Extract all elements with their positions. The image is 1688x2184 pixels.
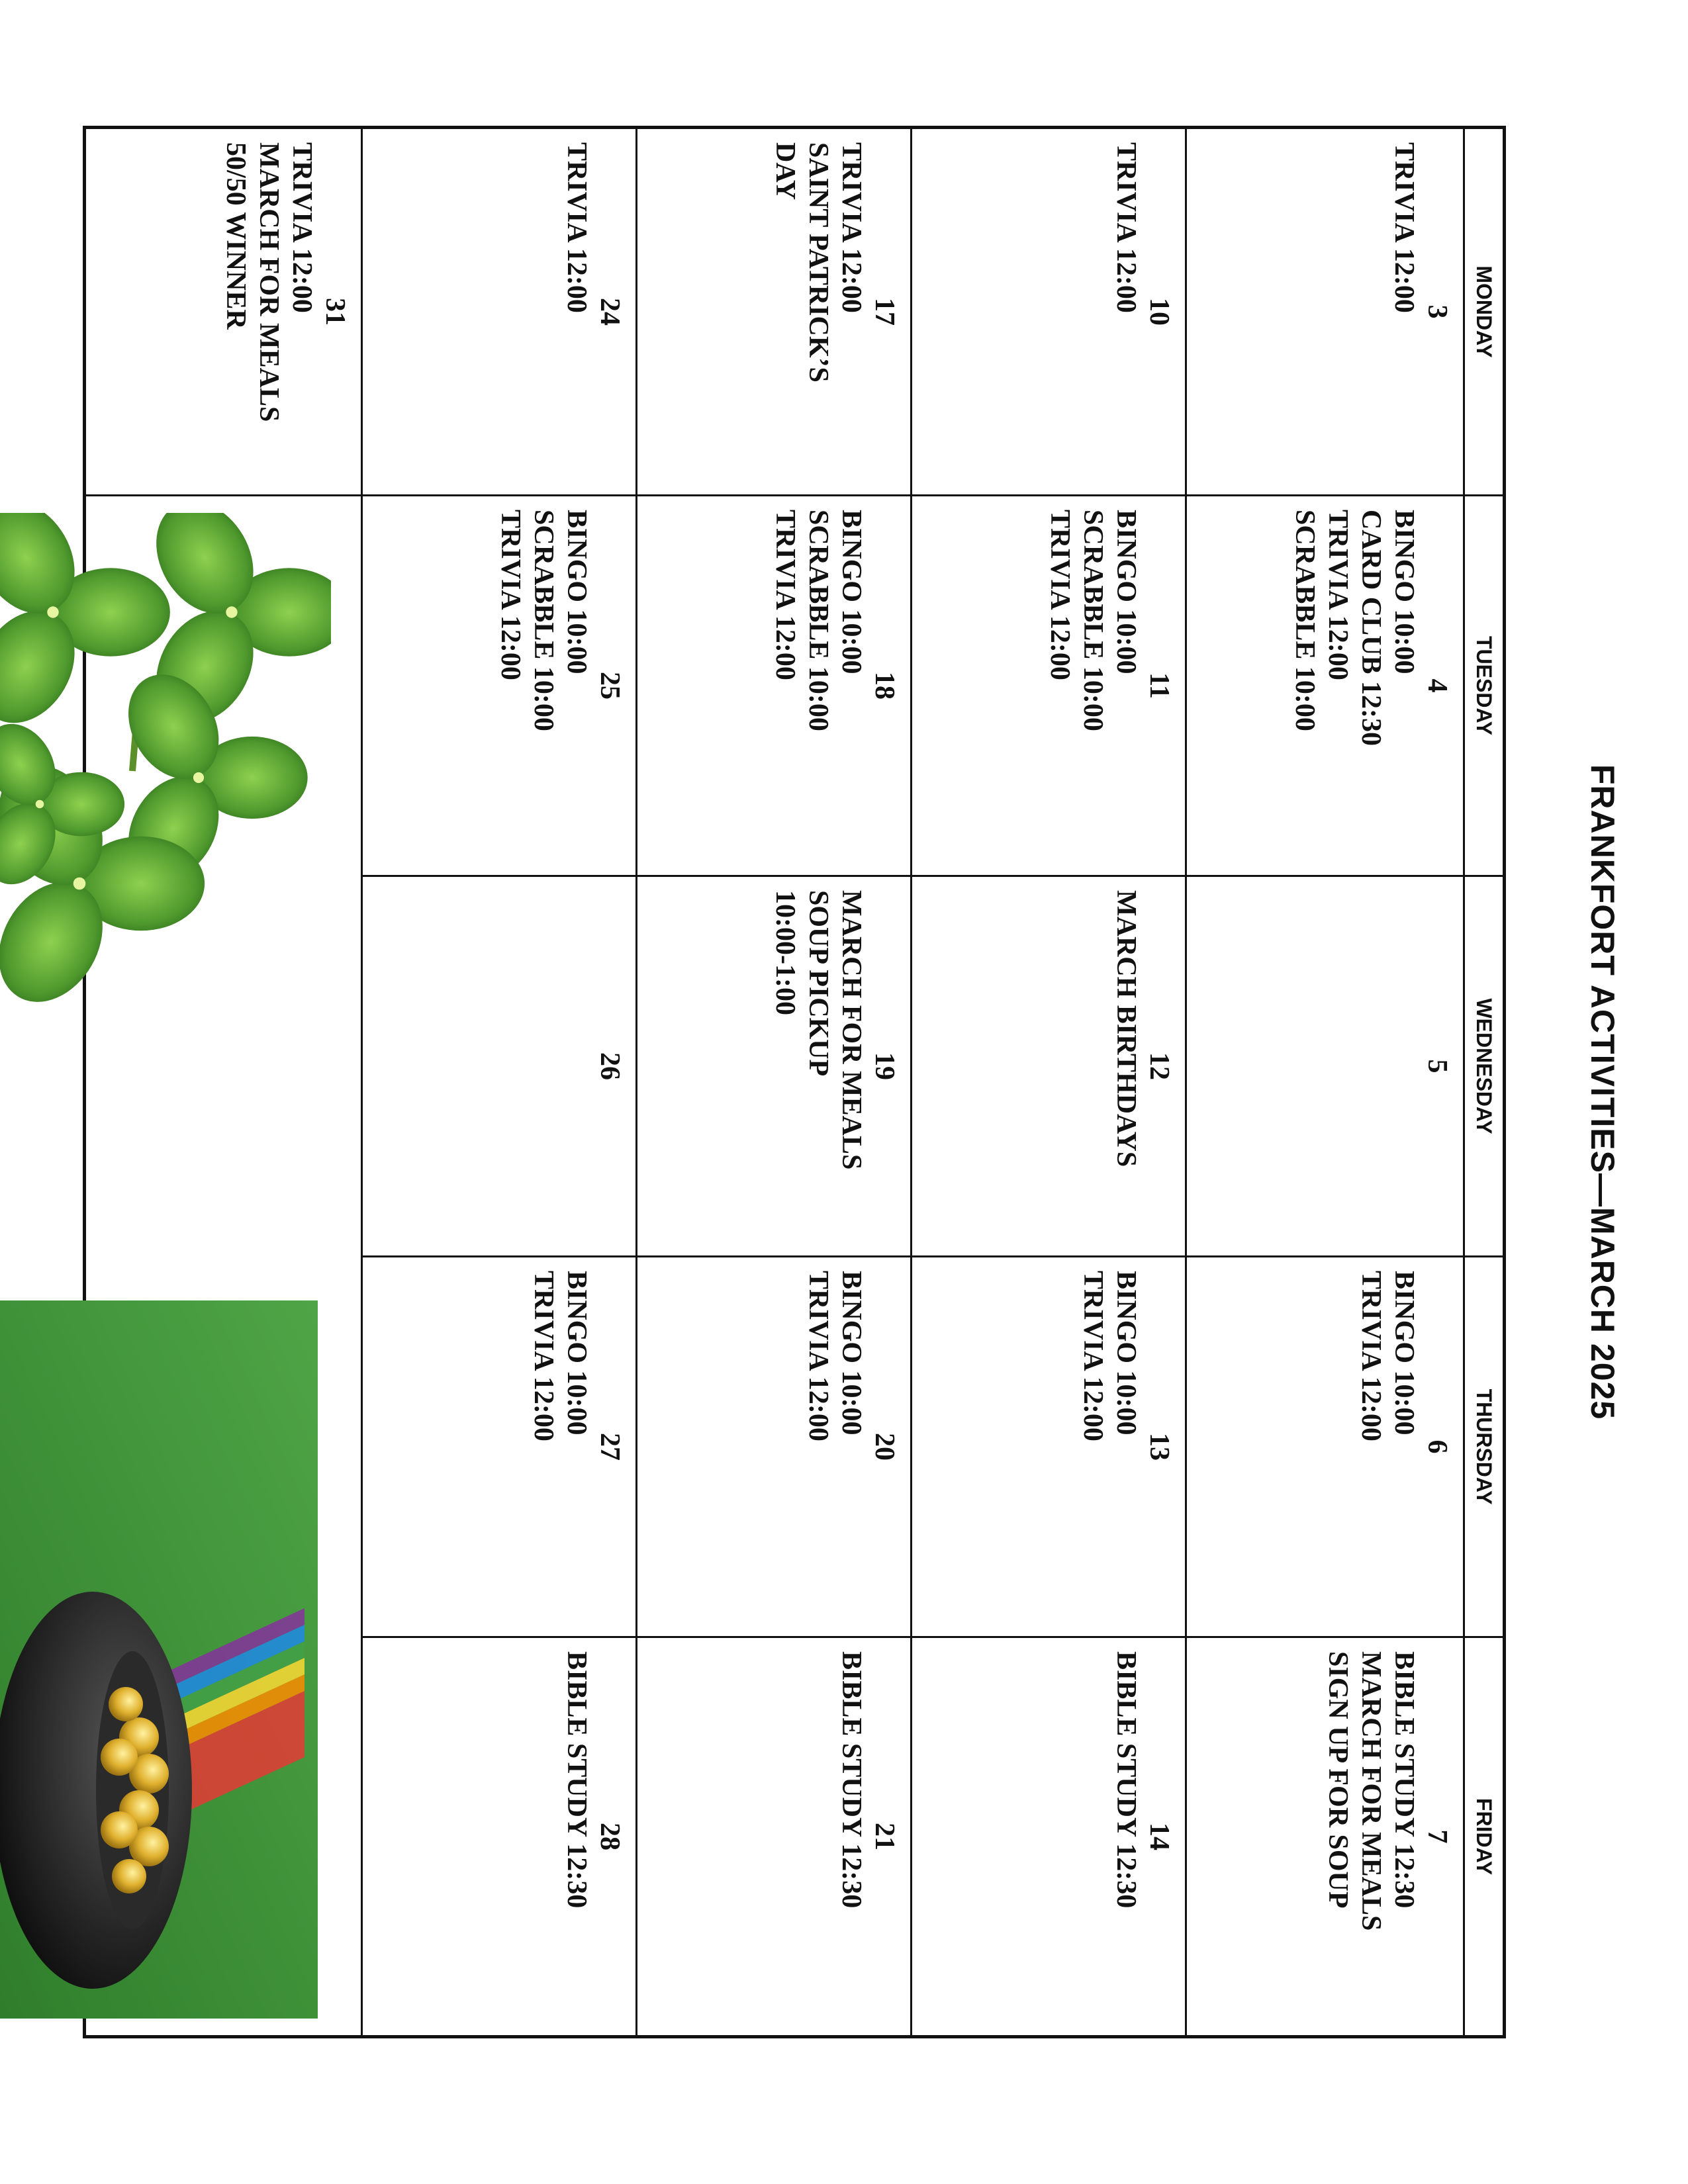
day-cell — [910, 1257, 1185, 1638]
event-line: SCRABBLE 10:00 — [1289, 510, 1320, 731]
event-line: TRIVIA 12:00 — [287, 142, 317, 313]
event-line: SCRABBLE 10:00 — [528, 510, 559, 731]
day-cell — [635, 877, 910, 1257]
day-cell — [910, 496, 1185, 877]
day-cell — [1185, 1257, 1463, 1638]
event-line: TRIVIA 12:00 — [1356, 1271, 1386, 1441]
event-line: BINGO 10:00 — [836, 510, 867, 674]
day-cell — [1185, 496, 1463, 877]
day-number: 10 — [1144, 298, 1174, 326]
event-line: DAY — [770, 142, 800, 201]
day-header-thursday: THURSDAY — [1463, 1257, 1503, 1638]
day-cell — [635, 1638, 910, 2035]
event-line: CARD CLUB 12:30 — [1356, 510, 1386, 746]
event-line: BIBLE STUDY 12:30 — [1389, 1651, 1419, 1909]
event-line: BIBLE STUDY 12:30 — [836, 1651, 867, 1909]
day-cell — [1185, 1638, 1463, 2035]
day-cell — [361, 877, 635, 1257]
day-number: 21 — [869, 1823, 900, 1850]
event-line: BIBLE STUDY 12:30 — [1111, 1651, 1141, 1909]
day-number: 19 — [869, 1052, 900, 1080]
event-line: BINGO 10:00 — [836, 1271, 867, 1435]
day-number: 5 — [1422, 1059, 1452, 1073]
day-number: 18 — [869, 672, 900, 700]
page-title: FRANKFORT ACTIVITIES—MARCH 2025 — [1584, 764, 1621, 1420]
day-number: 13 — [1144, 1433, 1174, 1461]
decorative-art — [0, 513, 331, 2035]
day-cell — [910, 1638, 1185, 2035]
day-cell — [910, 129, 1185, 496]
day-cell — [361, 496, 635, 877]
day-number: 24 — [594, 298, 625, 326]
day-number: 12 — [1144, 1052, 1174, 1080]
day-number: 14 — [1144, 1823, 1174, 1850]
event-line: TRIVIA 12:00 — [561, 142, 592, 313]
day-number: 20 — [869, 1433, 900, 1461]
day-number: 26 — [594, 1052, 625, 1080]
event-line: TRIVIA 12:00 — [836, 142, 867, 313]
event-line: TRIVIA 12:00 — [1078, 1271, 1108, 1441]
event-line: MARCH FOR MEALS — [1356, 1651, 1386, 1931]
event-line: BINGO 10:00 — [561, 510, 592, 674]
day-cell — [361, 1638, 635, 2035]
art-svg — [0, 513, 331, 2035]
event-line: TRIVIA 12:00 — [803, 1271, 833, 1441]
day-header-monday: MONDAY — [1463, 129, 1503, 496]
clover-image — [0, 513, 331, 1021]
day-cell — [86, 129, 361, 496]
day-cell — [635, 1257, 910, 1638]
event-line: SAINT PATRICK’S — [803, 142, 833, 383]
day-number: 7 — [1422, 1829, 1452, 1844]
event-line: 10:00-1:00 — [770, 890, 800, 1015]
event-line: BINGO 10:00 — [1111, 510, 1141, 674]
calendar-grid — [83, 126, 1506, 2038]
event-line: 50/50 WINNER — [220, 142, 251, 330]
event-line: BIBLE STUDY 12:30 — [561, 1651, 592, 1909]
event-line: TRIVIA 12:00 — [1045, 510, 1075, 680]
event-line: SCRABBLE 10:00 — [1078, 510, 1108, 731]
event-line: TRIVIA 12:00 — [1323, 510, 1353, 680]
day-cell — [361, 1257, 635, 1638]
day-number: 3 — [1422, 304, 1452, 319]
day-number: 28 — [594, 1823, 625, 1850]
day-header-wednesday: WEDNESDAY — [1463, 877, 1503, 1257]
event-line: MARCH FOR MEALS — [254, 142, 284, 422]
day-number: 27 — [594, 1433, 625, 1461]
day-cell — [361, 129, 635, 496]
event-line: TRIVIA 12:00 — [528, 1271, 559, 1441]
day-number: 31 — [320, 298, 350, 326]
day-header-friday: FRIDAY — [1463, 1638, 1503, 2035]
event-line: SCRABBLE 10:00 — [803, 510, 833, 731]
event-line: SIGN UP FOR SOUP — [1323, 1651, 1353, 1909]
event-line: TRIVIA 12:00 — [1111, 142, 1141, 313]
event-line: BINGO 10:00 — [1111, 1271, 1141, 1435]
day-number: 25 — [594, 672, 625, 700]
day-number: 17 — [869, 298, 900, 326]
event-line: BINGO 10:00 — [1389, 1271, 1419, 1435]
day-cell — [1185, 877, 1463, 1257]
event-line: BINGO 10:00 — [561, 1271, 592, 1435]
day-cell — [635, 496, 910, 877]
day-cell — [635, 129, 910, 496]
event-line: TRIVIA 12:00 — [770, 510, 800, 680]
day-number: 6 — [1422, 1439, 1452, 1454]
day-cell — [1185, 129, 1463, 496]
pot-of-gold-image — [0, 1300, 318, 2019]
event-line: BINGO 10:00 — [1389, 510, 1419, 674]
day-header-tuesday: TUESDAY — [1463, 496, 1503, 877]
event-line: TRIVIA 12:00 — [1389, 142, 1419, 313]
event-line: MARCH FOR MEALS — [836, 890, 867, 1170]
event-line: TRIVIA 12:00 — [495, 510, 526, 680]
event-line: MARCH BIRTHDAYS — [1111, 890, 1141, 1167]
event-line: SOUP PICKUP — [803, 890, 833, 1077]
day-cell — [910, 877, 1185, 1257]
day-number: 4 — [1422, 678, 1452, 693]
day-number: 11 — [1144, 672, 1174, 699]
